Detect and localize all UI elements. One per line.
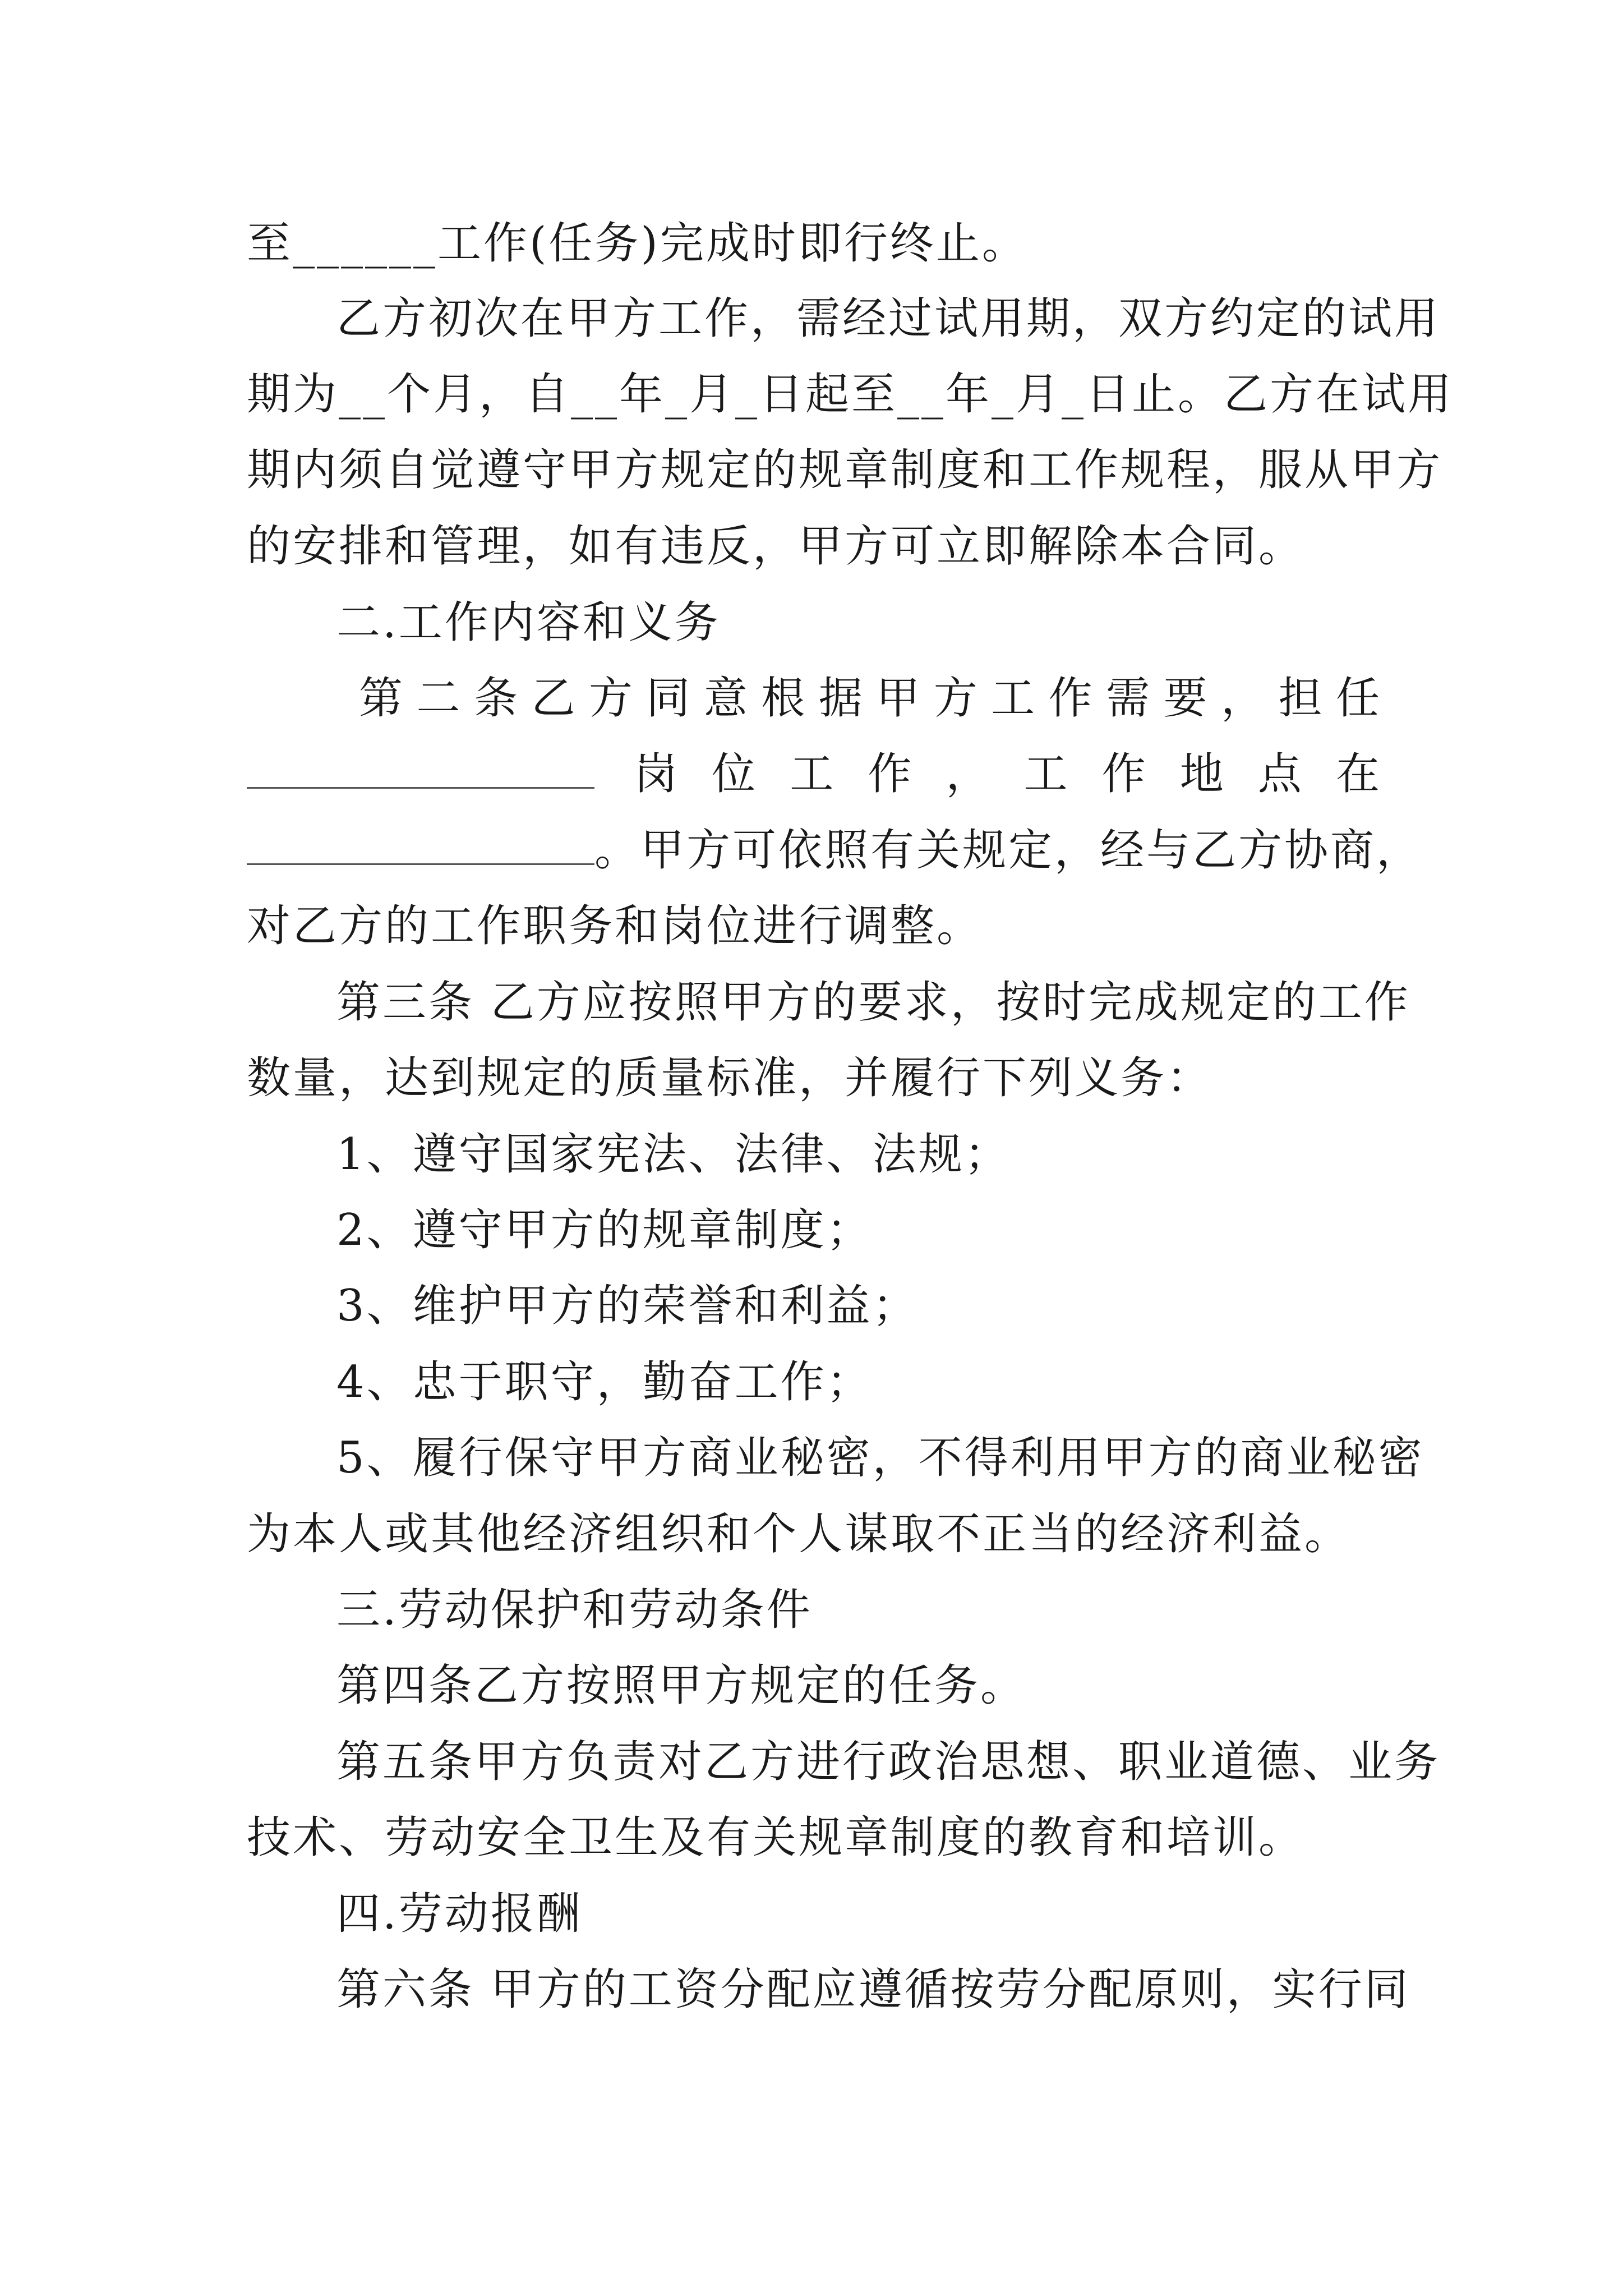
text-char: 甲	[876, 673, 920, 724]
text-char: 担	[1278, 673, 1322, 724]
text-char: 在	[1335, 749, 1380, 799]
text-char: 任	[1335, 673, 1380, 724]
text-char: 条	[473, 673, 518, 724]
text-line: 至______工作(任务)完成时即行终止。	[247, 218, 1028, 269]
text-line: 对乙方的工作职务和岗位进行调整。	[247, 901, 983, 951]
text-char: 乙	[531, 673, 575, 724]
text-char: 方	[933, 673, 978, 724]
text-line-justified	[359, 670, 1380, 726]
section-heading: 三.劳动保护和劳动条件	[336, 1585, 813, 1635]
text-char: 第	[359, 673, 403, 724]
text-char: 需	[1106, 673, 1150, 724]
text-char: ，	[946, 749, 990, 799]
blank-underline	[247, 748, 594, 789]
text-char: 工	[1023, 749, 1068, 799]
text-char: 作	[1101, 749, 1146, 799]
text-char: 据	[818, 673, 863, 724]
text-char: 工	[790, 749, 834, 799]
text-char: 作	[1048, 673, 1092, 724]
text-char: 二	[416, 673, 460, 724]
text-line: 数量，达到规定的质量标准，并履行下列义务：	[247, 1053, 1213, 1103]
text-line: 的安排和管理，如有违反，甲方可立即解除本合同。	[247, 521, 1305, 572]
text-char: 意	[703, 673, 748, 724]
list-item: 5、履行保守甲方商业秘密，不得利用甲方的商业秘密	[336, 1433, 1424, 1483]
text-line: 第三条 乙方应按照甲方的要求，按时完成规定的工作	[336, 977, 1410, 1028]
text-char: 工	[991, 673, 1035, 724]
text-line	[247, 822, 1422, 878]
list-item: 1、遵守国家宪法、法律、法规；	[336, 1129, 1011, 1180]
section-heading: 二.工作内容和义务	[336, 597, 721, 648]
section-heading: 四.劳动报酬	[336, 1889, 583, 1939]
text-char: 同	[646, 673, 690, 724]
list-item: 3、维护甲方的荣誉和利益；	[336, 1281, 919, 1331]
text-line: 为本人或其他经济组织和个人谋取不正当的经济利益。	[247, 1509, 1351, 1559]
text-char: 位	[712, 749, 756, 799]
text-line: 第五条甲方负责对乙方进行政治思想、职业道德、业务	[336, 1737, 1441, 1787]
fill-in-blank	[247, 746, 594, 802]
text-char: 根	[761, 673, 805, 724]
text-char: 地	[1179, 749, 1224, 799]
text-char: 点	[1257, 749, 1302, 799]
text-char: 方	[588, 673, 633, 724]
blank-underline	[247, 824, 594, 865]
text-line: 期内须自觉遵守甲方规定的规章制度和工作规程，服从甲方	[247, 445, 1443, 495]
text-char: 要	[1163, 673, 1207, 724]
text-line: 期为__个月，自__年_月_日起至__年_月_日止。乙方在试用	[247, 369, 1454, 420]
text-char: ，	[1221, 673, 1265, 724]
text-line: 乙方初次在甲方工作，需经过试用期，双方约定的试用	[336, 293, 1441, 344]
list-item: 2、遵守甲方的规章制度；	[336, 1205, 873, 1255]
text-line: 第六条 甲方的工资分配应遵循按劳分配原则，实行同	[336, 1964, 1410, 2015]
text-segment: 。甲方可依照有关规定，经与乙方协商，	[594, 825, 1423, 876]
text-char: 作	[868, 749, 912, 799]
text-line: 第四条乙方按照甲方规定的任务。	[336, 1660, 1027, 1711]
text-char: 岗	[634, 749, 678, 799]
list-item: 4、忠于职守，勤奋工作；	[336, 1357, 873, 1407]
text-line-justified	[634, 746, 1380, 802]
text-line: 技术、劳动安全卫生及有关规章制度的教育和培训。	[247, 1812, 1305, 1863]
